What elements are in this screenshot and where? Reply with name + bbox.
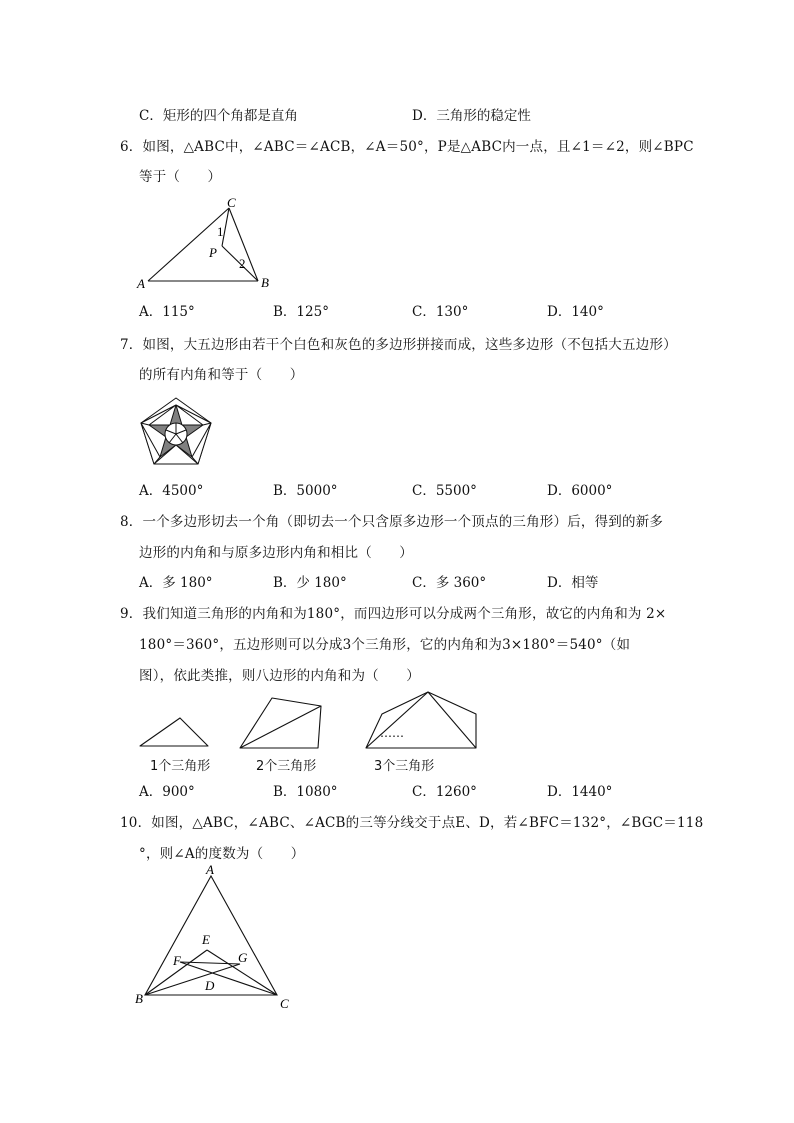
q10-text-line2: °，则∠A的度数为（ ） bbox=[139, 846, 305, 862]
q10-label-c: C bbox=[280, 996, 289, 1011]
q10-label-f: F bbox=[173, 953, 181, 968]
q8-text-line1: 8．一个多边形切去一个角（即切去一个只含原多边形一个顶点的三角形）后，得到的新多 bbox=[120, 514, 664, 530]
q6-label-a: A bbox=[137, 276, 145, 291]
q6-label-b: B bbox=[261, 275, 269, 290]
q7-text-line1: 7．如图，大五边形由若干个白色和灰色的多边形拼接而成，这些多边形（不包括大五边形） bbox=[120, 337, 677, 353]
q10-text-line1: 10．如图，△ABC，∠ABC、∠ACB的三等分线交于点E、D，若∠BFC＝132°，∠BGC＝118 bbox=[120, 815, 704, 831]
q8-option-d: D．相等 bbox=[547, 575, 599, 591]
q10-label-g: G bbox=[238, 950, 248, 965]
q6-option-b: B．125° bbox=[273, 304, 329, 320]
q9-text-line3: 图），依此类推，则八边形的内角和为（ ） bbox=[139, 668, 420, 684]
q5-option-d: D．三角形的稳定性 bbox=[412, 108, 531, 124]
q9-text-line1: 9．我们知道三角形的内角和为180°，而四边形可以分成两个三角形，故它的内角和为 2× bbox=[120, 606, 667, 622]
q9-polygons-figure bbox=[130, 688, 490, 757]
q9-caption-1: 1个三角形 bbox=[150, 759, 211, 774]
q7-pentagon-figure bbox=[136, 395, 216, 474]
q9-caption-3: 3个三角形 bbox=[374, 759, 435, 774]
q6-label-2: 2 bbox=[239, 256, 246, 271]
q6-text-line2: 等于（ ） bbox=[139, 169, 222, 185]
q6-figure bbox=[130, 193, 280, 297]
q9-option-b: B．1080° bbox=[273, 784, 338, 800]
q9-triangle bbox=[140, 718, 208, 746]
q7-option-a: A．4500° bbox=[139, 483, 204, 499]
q6-option-a: A．115° bbox=[139, 304, 195, 320]
q6-label-p: P bbox=[209, 245, 217, 260]
q9-text-line2: 180°＝360°，五边形则可以分成3个三角形，它的内角和为3×180°＝540°（如 bbox=[139, 637, 631, 653]
q6-label-c: C bbox=[227, 195, 236, 210]
q9-option-a: A．900° bbox=[139, 784, 195, 800]
q10-label-b: B bbox=[135, 991, 143, 1006]
q7-option-d: D．6000° bbox=[547, 483, 613, 499]
q6-text-line1: 6．如图，△ABC中，∠ABC＝∠ACB，∠A＝50°，P是△ABC内一点，且∠1＝∠2，则∠BPC bbox=[120, 139, 694, 155]
q10-label-d: D bbox=[205, 978, 215, 993]
q6-option-d: D．140° bbox=[547, 304, 604, 320]
q7-option-b: B．5000° bbox=[273, 483, 338, 499]
q10-label-e: E bbox=[202, 932, 210, 947]
q7-option-c: C．5500° bbox=[412, 483, 477, 499]
q10-label-a: A bbox=[206, 862, 214, 877]
q7-text-line2: 的所有内角和等于（ ） bbox=[139, 367, 304, 383]
q9-ellipsis: …… bbox=[380, 726, 404, 740]
q8-option-b: B．少 180° bbox=[273, 575, 347, 591]
q9-caption-2: 2个三角形 bbox=[256, 759, 317, 774]
q8-option-a: A．多 180° bbox=[139, 575, 213, 591]
q8-option-c: C．多 360° bbox=[412, 575, 487, 591]
q5-option-c: C．矩形的四个角都是直角 bbox=[139, 108, 298, 124]
q10-figure bbox=[132, 862, 302, 1021]
q6-label-1: 1 bbox=[217, 224, 224, 239]
q8-text-line2: 边形的内角和与原多边形内角和相比（ ） bbox=[139, 545, 413, 561]
q6-option-c: C．130° bbox=[412, 304, 469, 320]
q9-option-d: D．1440° bbox=[547, 784, 613, 800]
q9-quadrilateral bbox=[240, 698, 321, 748]
q9-option-c: C．1260° bbox=[412, 784, 477, 800]
